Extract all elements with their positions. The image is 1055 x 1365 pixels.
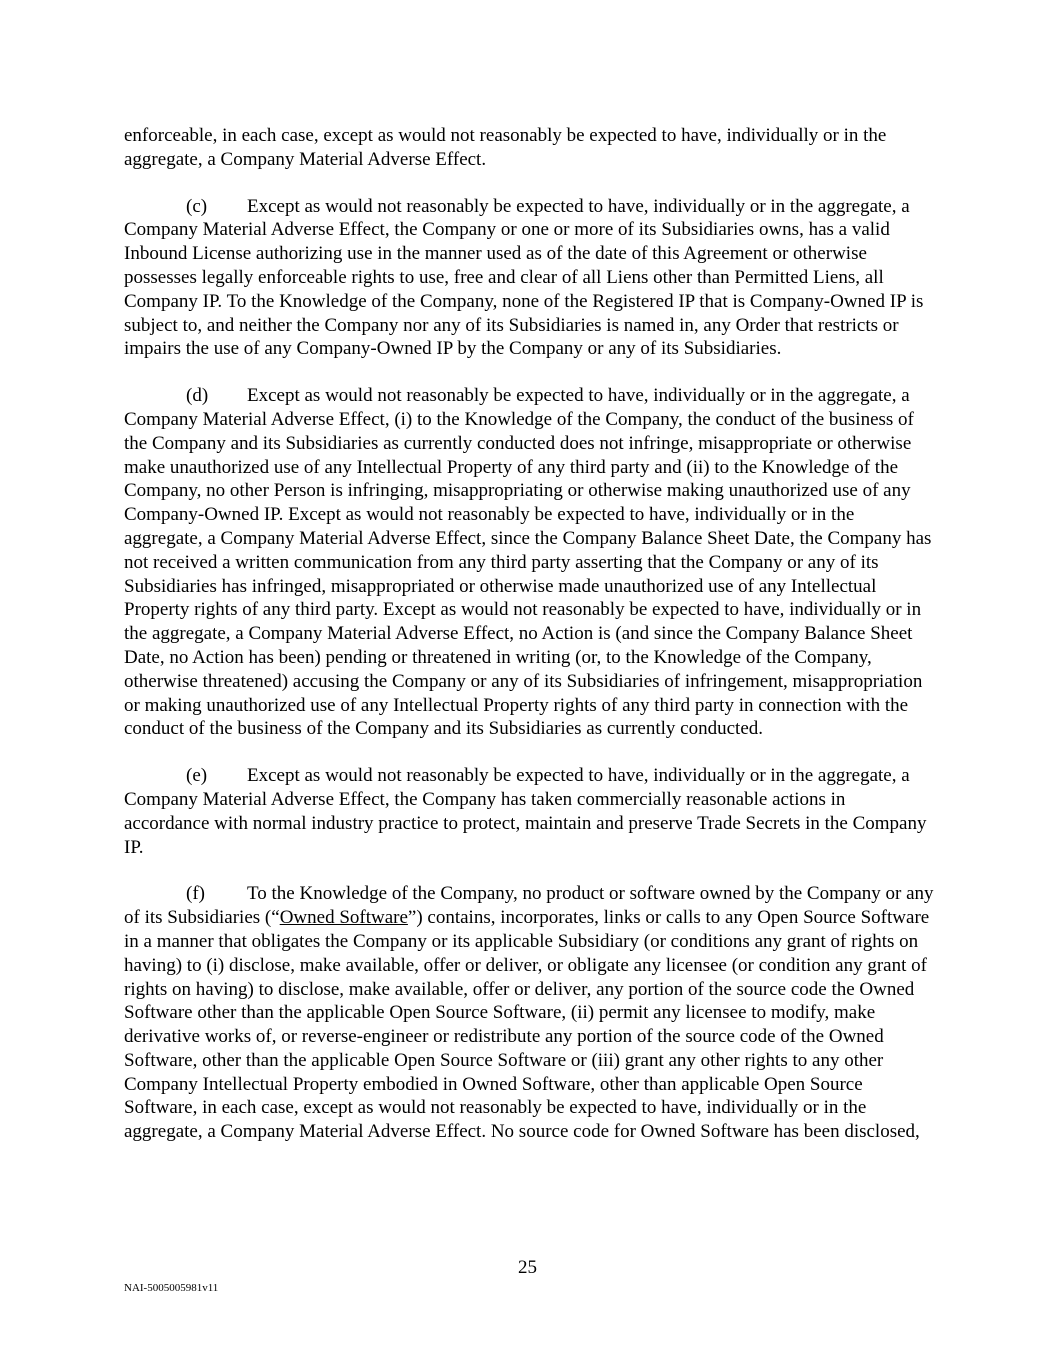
paragraph-label: (f) bbox=[186, 883, 205, 905]
paragraph-text-before: To the Knowledge of the Company, no product or software owned by the Company or any of its Subsidiaries (“ bbox=[124, 883, 934, 929]
paragraph-b-continuation bbox=[124, 124, 934, 172]
paragraph-f bbox=[124, 882, 934, 1144]
document-id: NAI-5005005981v11 bbox=[124, 1282, 219, 1294]
paragraph-e bbox=[124, 764, 934, 859]
defined-term-owned-software: Owned Software bbox=[279, 907, 408, 929]
paragraph-label: (d) bbox=[186, 385, 209, 407]
paragraph-d bbox=[124, 384, 934, 741]
document-body bbox=[124, 124, 934, 1167]
paragraph-label: (c) bbox=[186, 195, 208, 217]
paragraph-text-after: ”) contains, incorporates, links or calls to any Open Source Software in a manner that obligates the Company or its applicable Subsidiary (or conditions any grant of rights on having) to (i) disclose, make available, offer or deliver, or obligate any licensee (or condition any grant of rights on having) to disclose, make available, offer or deliver, any portion of the source code the Owned Software other than the applicable Open Source Software, (ii) permit any licensee to modify, make derivative works of, or reverse-engineer or redistribute any portion of the source code of the Owned Software, other than the applicable Open Source Software or (iii) grant any other rights to any other Company Intellectual Property embodied in Owned Software, other than applicable Open Source Software, in each case, except as would not reasonably be expected to have, individually or in the aggregate, a Company Material Adverse Effect. No source code for Owned Software has been disclosed, bbox=[124, 907, 930, 1143]
paragraph-text: Except as would not reasonably be expected to have, individually or in the aggregate, a Company Material Adverse Effect, the Company or one or more of its Subsidiaries owns, has a valid Inbound License authorizing use in the manner used as of the date of this Agreement or otherwise possesses legally enforceable rights to use, free and clear of all Liens other than Permitted Liens, all Company IP. To the Knowledge of the Company, none of the Registered IP that is Company-Owned IP is subject to, and neither the Company nor any of its Subsidiaries is named in, any Order that restricts or impairs the use of any Company-Owned IP by the Company or any of its Subsidiaries. bbox=[124, 195, 924, 360]
paragraph-c bbox=[124, 195, 934, 362]
page-number: 25 bbox=[518, 1257, 537, 1278]
paragraph-text: enforceable, in each case, except as would not reasonably be expected to have, individually or in the aggregate, a Company Material Adverse Effect. bbox=[124, 125, 887, 170]
paragraph-label: (e) bbox=[186, 765, 208, 787]
paragraph-text: Except as would not reasonably be expected to have, individually or in the aggregate, a Company Material Adverse Effect, the Company has taken commercially reasonable actions in accordance with normal industry practice to protect, maintain and preserve Trade Secrets in the Company IP. bbox=[124, 765, 927, 858]
paragraph-text: Except as would not reasonably be expected to have, individually or in the aggregate, a Company Material Adverse Effect, (i) to the Knowledge of the Company, the conduct of the business of the Company and its Subsidiaries as currently conducted does not infringe, misappropriate or otherwise make unauthorized use of any Intellectual Property of any third party and (ii) to the Knowledge of the Company, no other Person is infringing, misappropriating or otherwise making unauthorized use of any Company-Owned IP. Except as would not reasonably be expected to have, individually or in the aggregate, a Company Material Adverse Effect, since the Company Balance Sheet Date, the Company has not received a written communication from any third party asserting that the Company or any of its Subsidiaries has infringed, misappropriated or otherwise made unauthorized use of any Intellectual Property rights of any third party. Except as would not reasonably be expected to have, individually or in the aggregate, a Company Material Adverse Effect, no Action is (and since the Company Balance Sheet Date, no Action has been) pending or threatened in writing (or, to the Knowledge of the Company, otherwise threatened) accusing the Company or any of its Subsidiaries of infringement, misappropriation or making unauthorized use of any Intellectual Property rights of any third party in connection with the conduct of the business of the Company and its Subsidiaries as currently conducted. bbox=[124, 385, 932, 740]
